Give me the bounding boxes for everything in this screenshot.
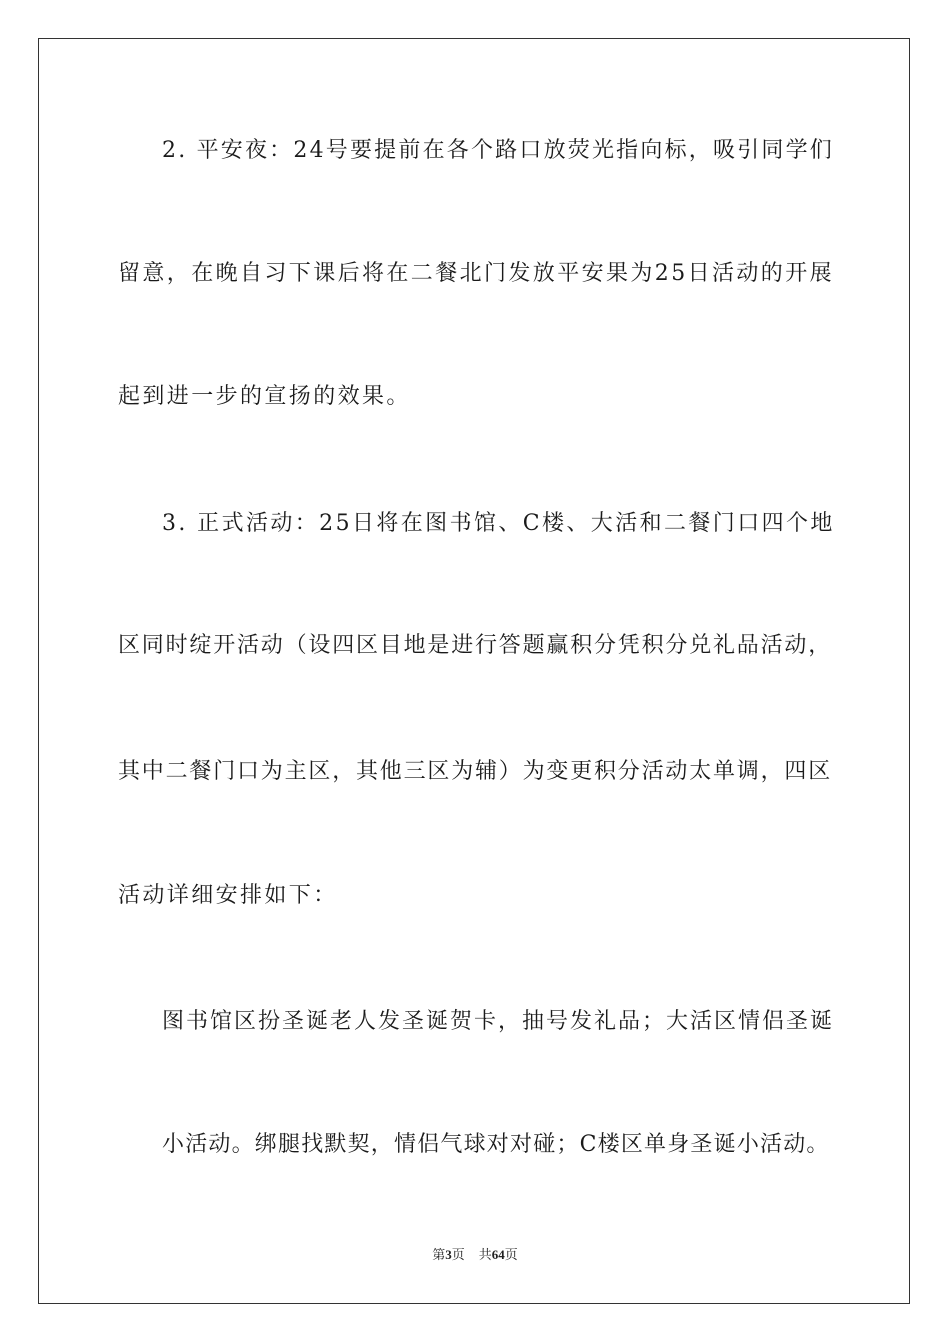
paragraph-line: 区同时绽开活动（设四区目地是进行答题赢积分凭积分兑礼品活动， — [118, 633, 833, 658]
page-suffix: 页 — [451, 1247, 465, 1262]
paragraph-line: 留意，在晚自习下课后将在二餐北门发放平安果为25日活动的开展 — [118, 261, 834, 286]
page-prefix: 第 — [432, 1247, 446, 1262]
current-page-number: 3 — [445, 1247, 452, 1262]
paragraph-line: 2. 平安夜：24号要提前在各个路口放荧光指向标，吸引同学们 — [162, 138, 834, 163]
page-border — [38, 38, 910, 1304]
paragraph-line: 起到进一步的宣扬的效果。 — [118, 384, 411, 409]
paragraph-line: 其中二餐门口为主区，其他三区为辅）为变更积分活动太单调，四区 — [118, 759, 833, 784]
total-page-number: 64 — [491, 1247, 505, 1262]
paragraph-line: 3. 正式活动：25日将在图书馆、C楼、大活和二餐门口四个地 — [162, 511, 835, 536]
paragraph-line: 小活动。绑腿找默契，情侣气球对对碰；C楼区单身圣诞小活动。 — [162, 1132, 830, 1157]
total-prefix: 共 — [478, 1247, 492, 1262]
total-suffix: 页 — [504, 1247, 518, 1262]
page-footer — [0, 1247, 950, 1263]
paragraph-line: 图书馆区扮圣诞老人发圣诞贺卡，抽号发礼品；大活区情侣圣诞 — [162, 1009, 835, 1034]
paragraph-line: 活动详细安排如下： — [118, 883, 338, 908]
